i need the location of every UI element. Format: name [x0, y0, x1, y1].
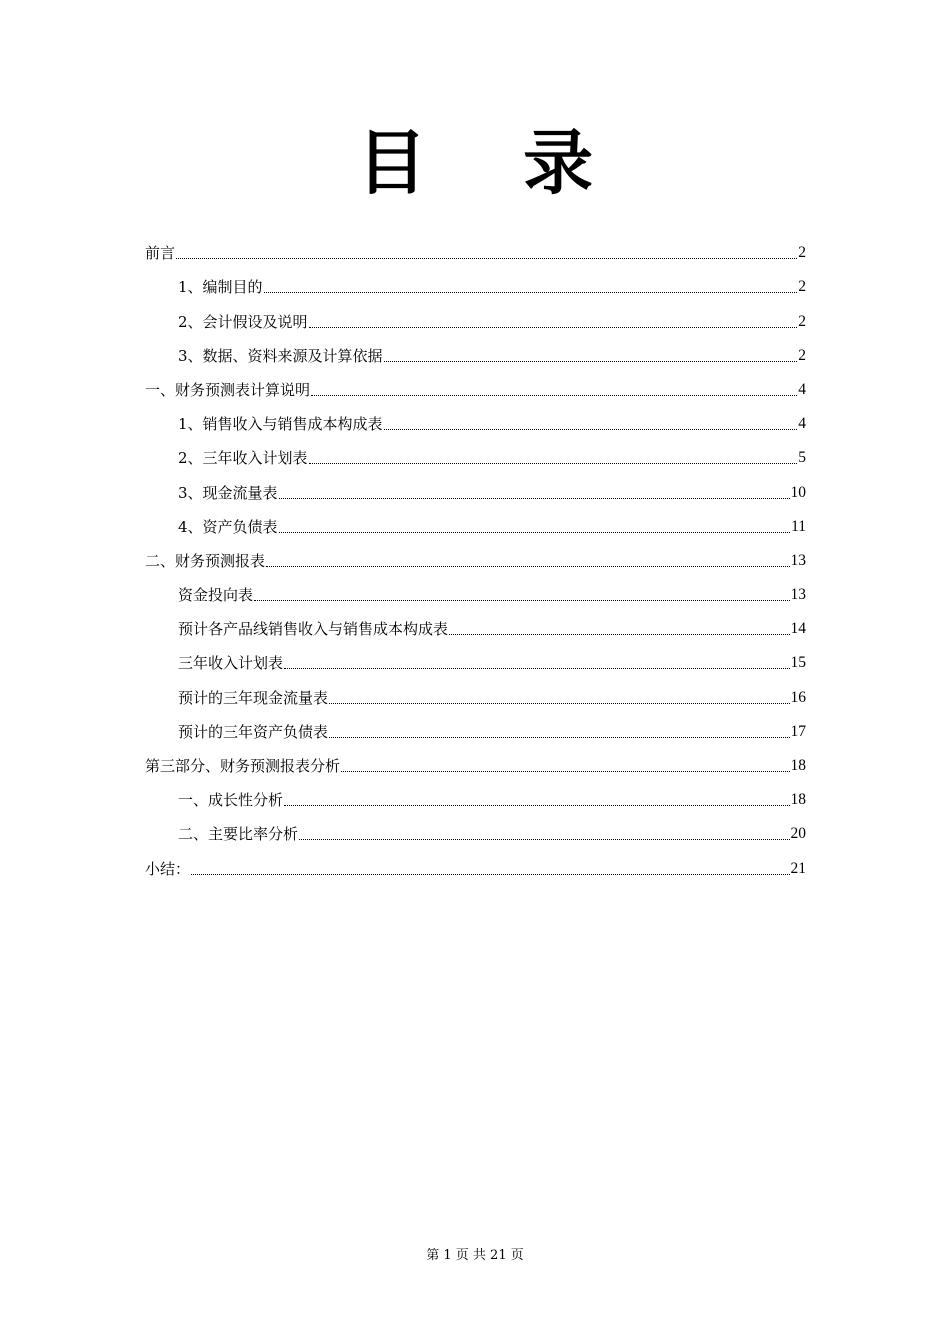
toc-entry-page-number: 2 [798, 312, 806, 330]
toc-entry-label: 二、财务预测报表 [145, 551, 266, 570]
toc-entry[interactable] [145, 334, 806, 368]
toc-entry-label: 一、成长性分析 [178, 791, 284, 810]
toc-entry[interactable] [145, 265, 806, 299]
toc-leader-dots [329, 703, 789, 704]
toc-entry[interactable] [145, 505, 806, 539]
toc-entry-label: 预计的三年现金流量表 [178, 688, 329, 707]
toc-entry[interactable] [145, 436, 806, 470]
toc-entry-page-number: 21 [790, 859, 806, 877]
toc-leader-dots [341, 771, 789, 772]
toc-entry[interactable] [145, 470, 806, 504]
toc-entry-page-number: 4 [798, 415, 806, 433]
toc-entry[interactable] [145, 710, 806, 744]
table-of-contents [145, 231, 806, 881]
toc-entry-label: 预计的三年资产负债表 [178, 722, 329, 741]
toc-entry-page-number: 2 [798, 244, 806, 262]
toc-entry-label: 预计各产品线销售收入与销售成本构成表 [178, 620, 449, 639]
toc-entry-page-number: 2 [798, 278, 806, 296]
toc-entry[interactable] [145, 231, 806, 265]
toc-entry-label: 1、销售收入与销售成本构成表 [178, 415, 383, 434]
toc-entry-page-number: 11 [791, 517, 806, 535]
toc-entry-page-number: 5 [798, 449, 806, 467]
toc-entry-page-number: 13 [790, 586, 806, 604]
toc-entry-label: 2、会计假设及说明 [178, 312, 308, 331]
toc-entry-label: 前言 [145, 244, 176, 263]
toc-entry-label: 一、财务预测表计算说明 [145, 380, 311, 399]
toc-entry[interactable] [145, 744, 806, 778]
toc-leader-dots [266, 566, 789, 567]
toc-leader-dots [384, 361, 798, 362]
toc-entry-page-number: 14 [790, 620, 806, 638]
toc-entry-page-number: 20 [790, 825, 806, 843]
toc-entry[interactable] [145, 778, 806, 812]
toc-leader-dots [284, 668, 789, 669]
toc-entry-page-number: 13 [790, 551, 806, 569]
page-title: 目 录 [356, 121, 630, 204]
toc-entry-label: 第三部分、财务预测报表分析 [145, 757, 341, 775]
toc-leader-dots [264, 292, 798, 293]
toc-entry-page-number: 2 [798, 346, 806, 364]
toc-entry-label: 三年收入计划表 [178, 654, 284, 673]
toc-entry[interactable] [145, 299, 806, 333]
toc-entry-label: 1、编制目的 [178, 278, 263, 297]
toc-entry[interactable] [145, 675, 806, 709]
toc-entry-page-number: 15 [790, 654, 806, 672]
toc-leader-dots [311, 395, 797, 396]
toc-leader-dots [254, 600, 789, 601]
toc-leader-dots [329, 737, 789, 738]
toc-entry-page-number: 17 [790, 722, 806, 740]
toc-entry-label: 3、数据、资料来源及计算依据 [178, 346, 383, 365]
toc-leader-dots [449, 634, 789, 635]
toc-entry-page-number: 10 [790, 483, 806, 501]
toc-entry[interactable] [145, 573, 806, 607]
toc-entry-page-number: 16 [790, 688, 806, 706]
toc-leader-dots [299, 839, 789, 840]
toc-entry[interactable] [145, 812, 806, 846]
toc-leader-dots [279, 498, 790, 499]
toc-entry-label: 4、资产负债表 [178, 517, 278, 536]
toc-entry[interactable] [145, 846, 806, 880]
toc-leader-dots [279, 532, 791, 533]
toc-entry[interactable] [145, 641, 806, 675]
toc-entry[interactable] [145, 539, 806, 573]
toc-entry-label: 小结： [145, 859, 191, 878]
toc-leader-dots [176, 258, 797, 259]
toc-entry-page-number: 4 [798, 380, 806, 398]
toc-leader-dots [384, 429, 798, 430]
toc-entry-label: 2、三年收入计划表 [178, 449, 308, 468]
toc-leader-dots [284, 805, 789, 806]
toc-leader-dots [309, 327, 798, 328]
toc-entry-page-number: 18 [790, 757, 806, 774]
toc-leader-dots [309, 463, 798, 464]
toc-entry[interactable] [145, 607, 806, 641]
toc-entry-label: 3、现金流量表 [178, 483, 278, 502]
toc-entry-label: 二、主要比率分析 [178, 825, 299, 844]
toc-leader-dots [191, 874, 789, 875]
toc-entry[interactable] [145, 402, 806, 436]
toc-entry[interactable] [145, 368, 806, 402]
toc-entry-page-number: 18 [790, 791, 806, 809]
toc-entry-label: 资金投向表 [178, 586, 254, 605]
page-footer: 第 1 页 共 21 页 [426, 1248, 524, 1263]
